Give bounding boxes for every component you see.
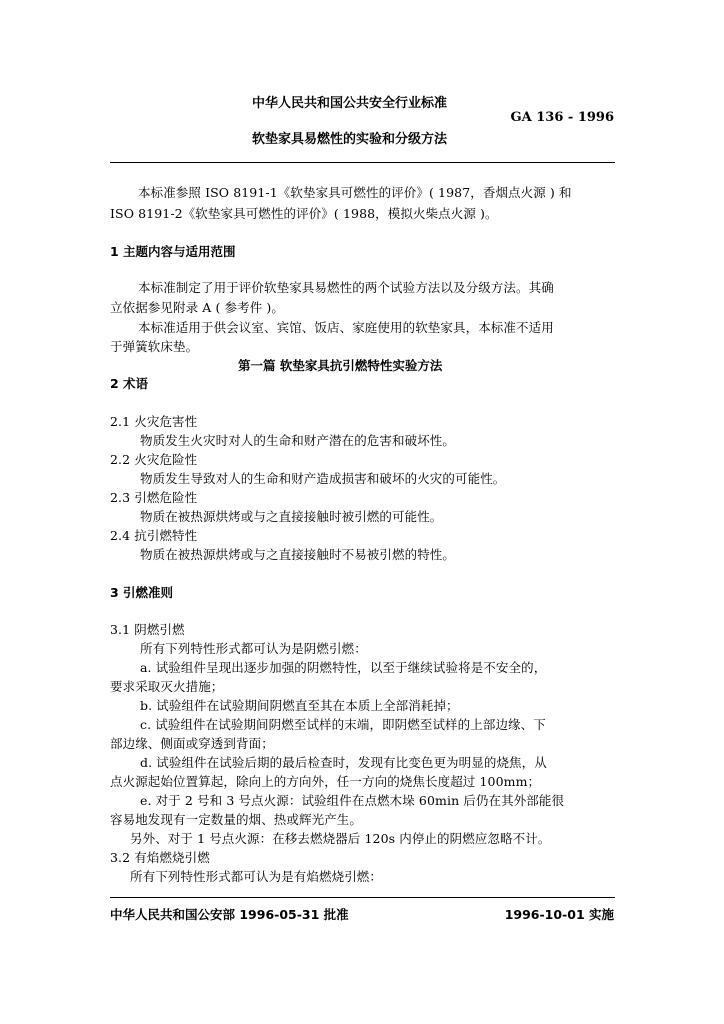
- section-1-line-4: 于弹簧软床垫。: [110, 339, 199, 354]
- section-1-heading: 1 主题内容与适用范围: [110, 244, 236, 259]
- item-c-line-2: 部边缘、侧面或穿透到背面；: [110, 736, 274, 751]
- section-2-heading: 2 术语: [110, 376, 149, 391]
- term-2-3: 2.3 引燃危险性: [110, 490, 198, 505]
- term-2-4-definition: 物质在被热源烘烤或与之直接接触时不易被引燃的特性。: [140, 547, 456, 562]
- clause-3-1: 3.1 阴燃引燃: [110, 622, 185, 637]
- clause-3-1-note: 另外、对于 1 号点火源：在移去燃烧器后 120s 内停止的阴燃应忽略不计。: [130, 831, 551, 846]
- term-2-2: 2.2 火灾危险性: [110, 452, 198, 467]
- section-1-line-2: 立依据参见附录 A ( 参考件 )。: [110, 300, 284, 315]
- section-1-line-3: 本标准适用于供会议室、宾馆、饭店、家庭使用的软垫家具，本标准不适用: [138, 320, 554, 335]
- item-c-line-1: c. 试验组件在试验期间阴燃至试样的末端，即阴燃至试样的上部边缘、下: [140, 717, 546, 732]
- section-1-line-1: 本标准制定了用于评价软垫家具易燃性的两个试验方法以及分级方法。其确: [138, 280, 554, 295]
- clause-3-2-lead: 所有下列特性形式都可认为是有焰燃烧引燃：: [130, 869, 383, 884]
- term-2-4: 2.4 抗引燃特性: [110, 528, 198, 543]
- approval-note: 中华人民共和国公安部 1996-05-31 批准: [110, 907, 349, 922]
- clause-3-2: 3.2 有焰燃烧引燃: [110, 850, 210, 865]
- item-e-line-1: e. 对于 2 号和 3 号点火源：试验组件在点燃木垛 60min 后仍在其外部能很: [140, 793, 565, 808]
- item-b-line-1: b. 试验组件在试验期间阴燃直至其在本质上全部消耗掉；: [140, 698, 459, 713]
- clause-3-1-lead: 所有下列特性形式都可认为是阴燃引燃：: [140, 641, 367, 656]
- part-1-title: 第一篇 软垫家具抗引燃特性实验方法: [238, 358, 443, 373]
- term-2-1: 2.1 火灾危害性: [110, 414, 198, 429]
- footer-rule: [110, 897, 615, 898]
- header-rule: [110, 162, 615, 163]
- standard-code: GA 136 - 1996: [510, 110, 614, 125]
- intro-line-2: ISO 8191-2《软垫家具可燃性的评价》( 1988，模拟火柴点火源 )。: [110, 206, 498, 221]
- item-a-line-2: 要求采取灭火措施；: [110, 679, 224, 694]
- item-a-line-1: a. 试验组件呈现出逐步加强的阴燃特性，以至于继续试验将是不安全的，: [140, 660, 547, 675]
- item-d-line-1: d. 试验组件在试验后期的最后检查时，发现有比变色更为明显的烧焦，从: [140, 755, 547, 770]
- term-2-1-definition: 物质发生火灾时对人的生命和财产潜在的危害和破坏性。: [140, 433, 456, 448]
- section-3-heading: 3 引燃准则: [110, 585, 174, 600]
- item-d-line-2: 点火源起始位置算起，除向上的方向外，任一方向的烧焦长度超过 100mm；: [110, 774, 541, 789]
- term-2-3-definition: 物质在被热源烘烤或与之直接接触时被引燃的可能性。: [140, 509, 443, 524]
- term-2-2-definition: 物质发生导致对人的生命和财产造成损害和破坏的火灾的可能性。: [140, 471, 506, 486]
- standard-category-title: 中华人民共和国公共安全行业标准: [252, 96, 448, 111]
- effective-date: 1996-10-01 实施: [504, 907, 614, 922]
- item-e-line-2: 容易地发现有一定数量的烟、热或辉光产生。: [110, 812, 363, 827]
- document-title: 软垫家具易燃性的实验和分级方法: [252, 132, 448, 147]
- intro-line-1: 本标准参照 ISO 8191-1《软垫家具可燃性的评价》( 1987，香烟点火源 ) 和: [138, 185, 572, 200]
